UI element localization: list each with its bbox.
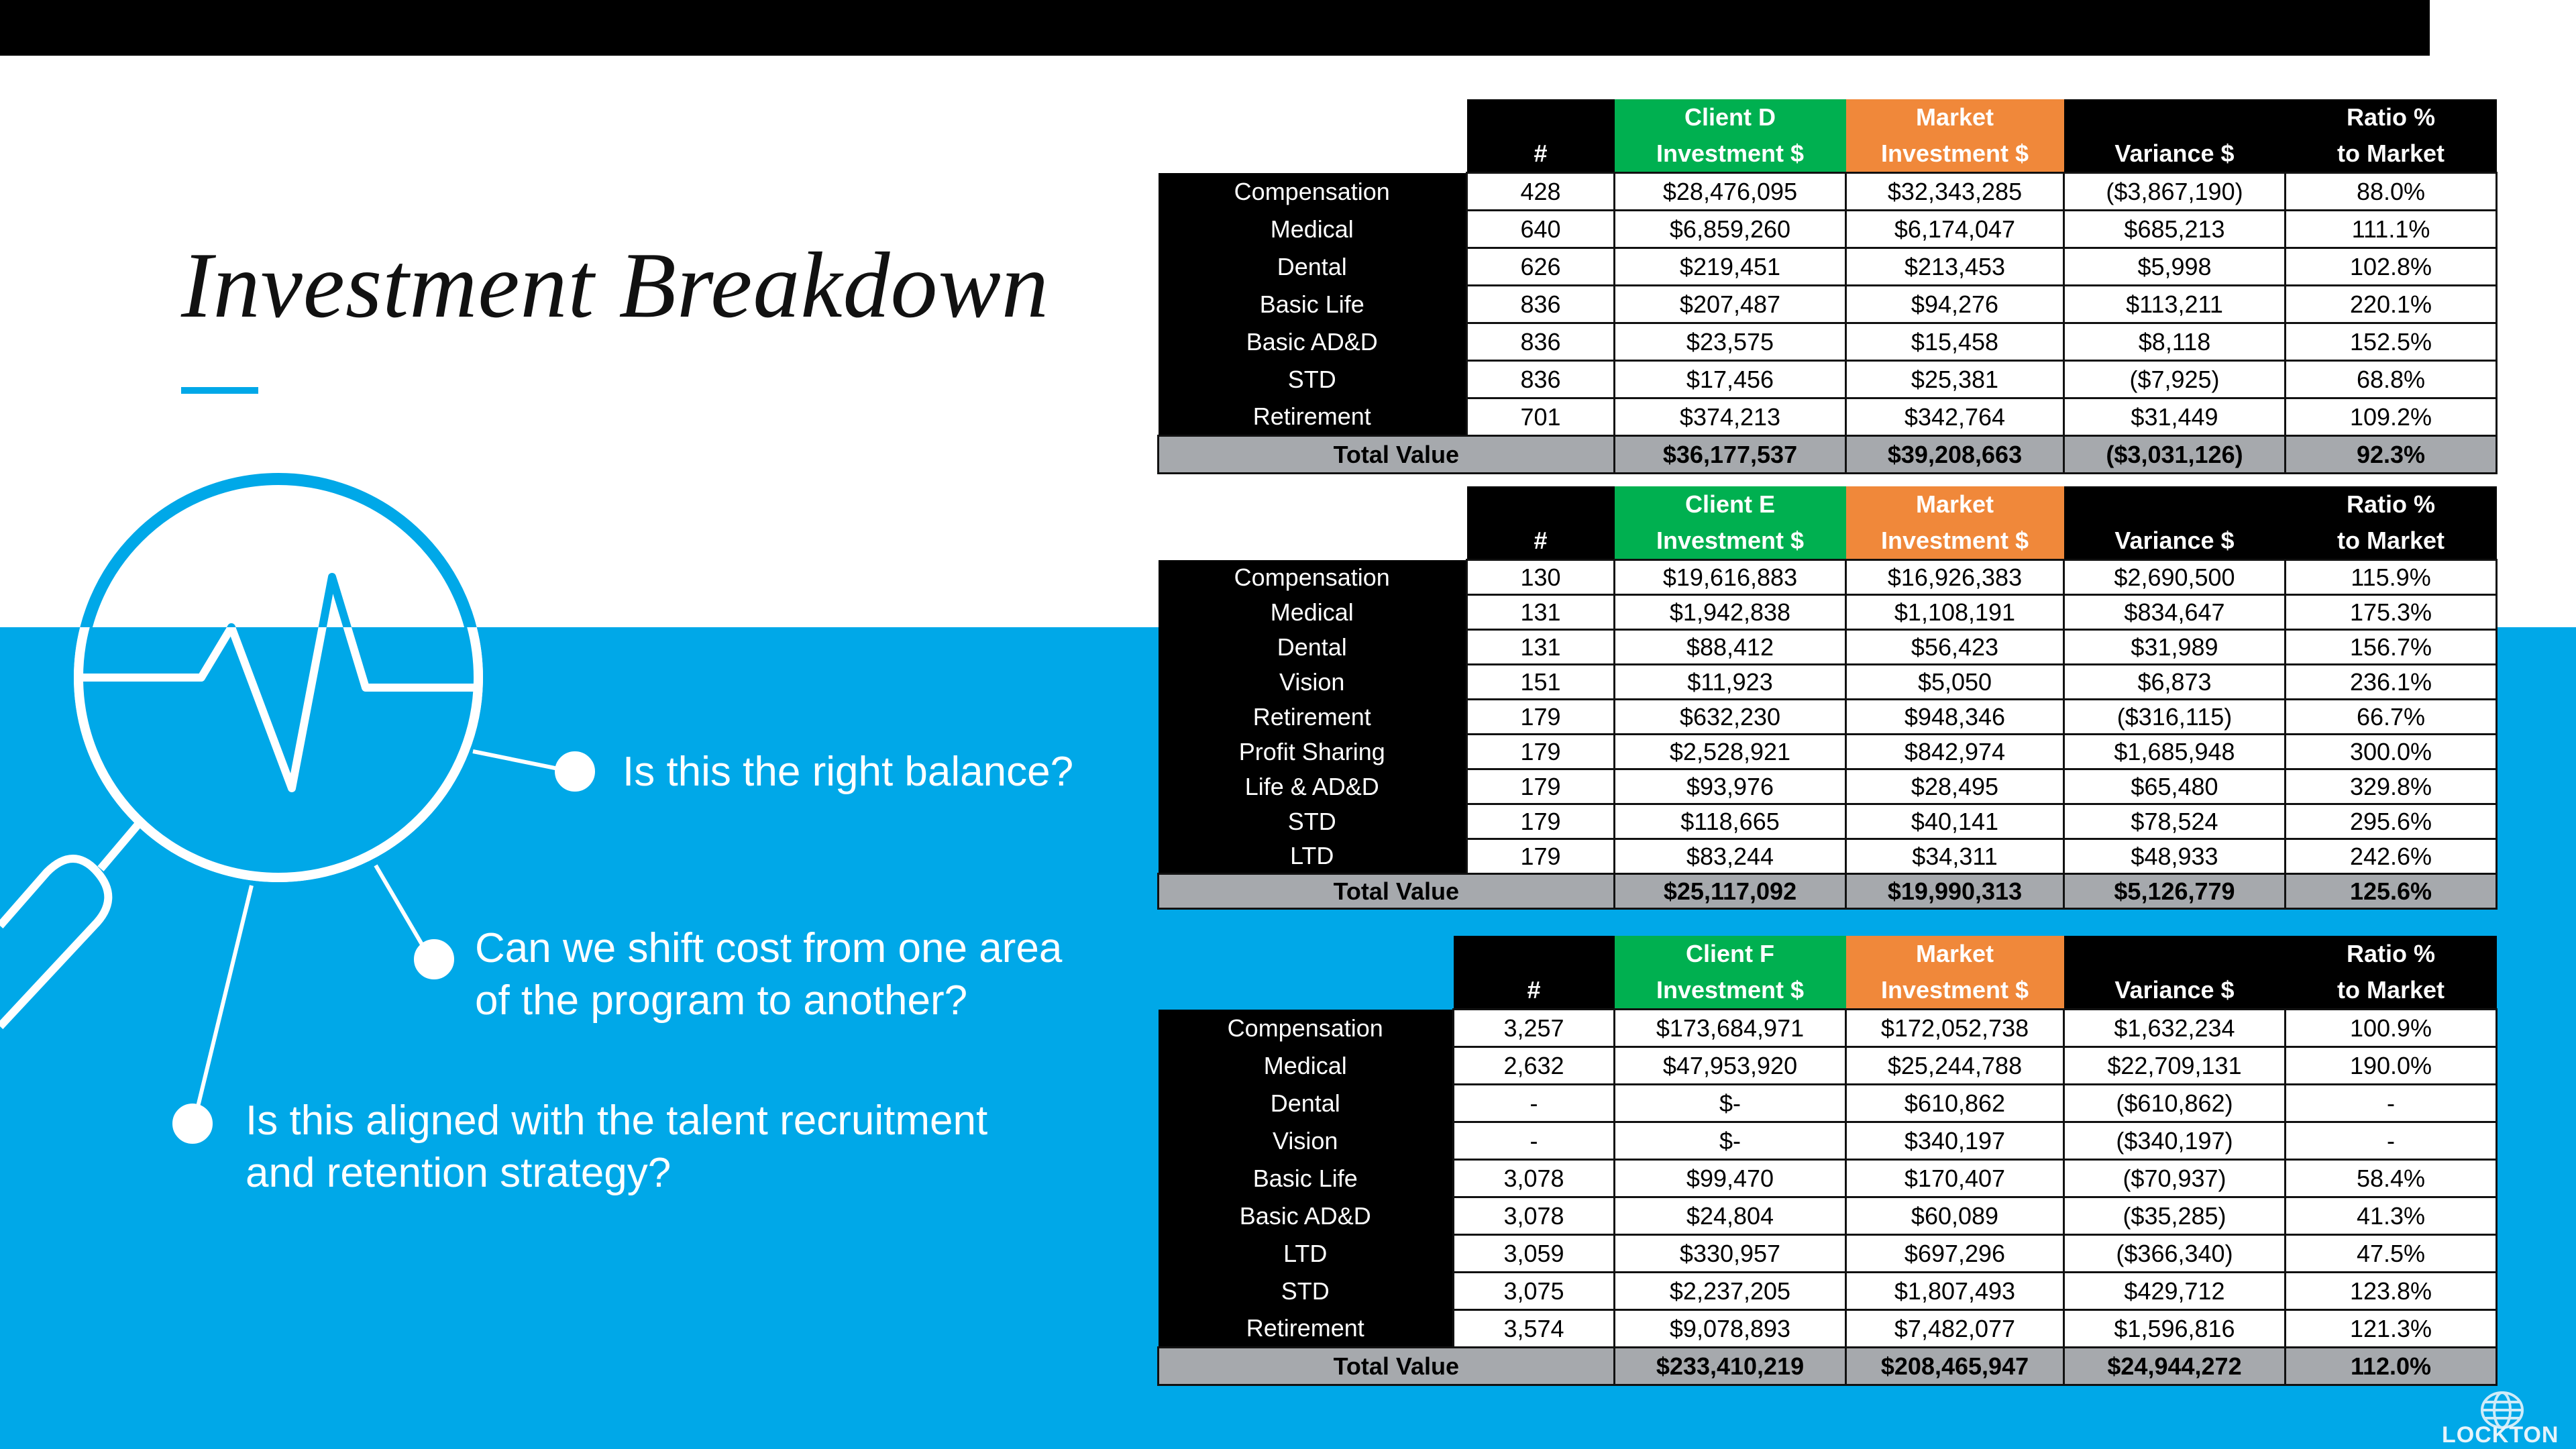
header-market-investment [1846, 936, 2064, 1010]
row-category-label: Medical [1159, 211, 1467, 248]
table-cell: 626 [1467, 248, 1615, 286]
table-cell: $25,244,788 [1846, 1047, 2064, 1085]
table-cell: $5,998 [2064, 248, 2286, 286]
table-row [1159, 398, 2497, 436]
header-label-line: Investment $ [1880, 140, 2029, 167]
table-cell: $207,487 [1615, 286, 1846, 323]
table-cell: $834,647 [2064, 595, 2286, 630]
table-cell: 131 [1467, 595, 1615, 630]
table-cell: $99,470 [1615, 1160, 1846, 1197]
table-cell: $1,632,234 [2064, 1010, 2286, 1047]
table-cell: $9,078,893 [1615, 1310, 1846, 1348]
row-category-label: Medical [1159, 595, 1467, 630]
header-variance: Variance $ [2064, 99, 2286, 173]
table-cell: - [1454, 1122, 1615, 1160]
header-client-investment [1615, 99, 1846, 173]
row-category-label: STD [1159, 804, 1467, 839]
header-label-line: Investment $ [1880, 527, 2029, 554]
table-cell: $219,451 [1615, 248, 1846, 286]
table-cell: 156.7% [2286, 630, 2497, 665]
header-label-line: Ratio % [2346, 940, 2435, 967]
table-cell: Total Value [1159, 1348, 1615, 1385]
table-cell: $11,923 [1615, 665, 1846, 700]
row-category-label: LTD [1159, 1235, 1454, 1273]
table-cell: 179 [1467, 839, 1615, 874]
table-total-row [1159, 436, 2497, 474]
table-cell: 3,574 [1454, 1310, 1615, 1348]
header-label-line: Ratio % [2346, 103, 2435, 131]
row-category-label: Retirement [1159, 1310, 1454, 1348]
row-category-label: Vision [1159, 1122, 1454, 1160]
row-category-label: Basic AD&D [1159, 1197, 1454, 1235]
header-client-investment [1615, 486, 1846, 560]
row-category-label: Vision [1159, 665, 1467, 700]
table-cell: $1,685,948 [2064, 735, 2286, 769]
question-balance: Is this the right balance? [623, 749, 1074, 795]
table-cell: $172,052,738 [1846, 1010, 2064, 1047]
table-cell: $2,528,921 [1615, 735, 1846, 769]
table-cell: $208,465,947 [1846, 1348, 2064, 1385]
header-count: # [1467, 99, 1615, 173]
table-header-row [1159, 99, 2497, 173]
table-cell: 190.0% [2286, 1047, 2497, 1085]
table-cell: $56,423 [1846, 630, 2064, 665]
header-client-investment [1615, 936, 1846, 1010]
table-cell: 3,078 [1454, 1197, 1615, 1235]
table-cell: $19,990,313 [1846, 874, 2064, 909]
table-cell: 640 [1467, 211, 1615, 248]
table-cell: 131 [1467, 630, 1615, 665]
table-cell: 111.1% [2286, 211, 2497, 248]
table-cell: 179 [1467, 700, 1615, 735]
table-cell: $28,476,095 [1615, 173, 1846, 211]
table-cell: 151 [1467, 665, 1615, 700]
table-cell: $88,412 [1615, 630, 1846, 665]
table-cell: 47.5% [2286, 1235, 2497, 1273]
table-cell: ($3,867,190) [2064, 173, 2286, 211]
table-cell: 41.3% [2286, 1197, 2497, 1235]
table-cell: 179 [1467, 769, 1615, 804]
magnifier-handle [0, 825, 138, 1026]
page-title: Investment Breakdown [181, 233, 1049, 337]
table-cell: $93,976 [1615, 769, 1846, 804]
table-cell: $429,712 [2064, 1273, 2286, 1310]
table-cell: $948,346 [1846, 700, 2064, 735]
row-category-label: Life & AD&D [1159, 769, 1467, 804]
table-cell: 102.8% [2286, 248, 2497, 286]
header-count: # [1467, 486, 1615, 560]
row-category-label: Profit Sharing [1159, 735, 1467, 769]
table-cell: 2,632 [1454, 1047, 1615, 1085]
table-header-row [1159, 936, 2497, 1010]
table-cell: $342,764 [1846, 398, 2064, 436]
table-header-row [1159, 486, 2497, 560]
table-cell: 300.0% [2286, 735, 2497, 769]
table-cell: 3,059 [1454, 1235, 1615, 1273]
table-row [1159, 1273, 2497, 1310]
table-cell: 125.6% [2286, 874, 2497, 909]
table-cell: $22,709,131 [2064, 1047, 2286, 1085]
table-cell: 220.1% [2286, 286, 2497, 323]
table-cell: $36,177,537 [1615, 436, 1846, 474]
table-cell: $40,141 [1846, 804, 2064, 839]
row-category-label: Basic Life [1159, 1160, 1454, 1197]
table-cell: $25,381 [1846, 361, 2064, 398]
table-cell: - [2286, 1085, 2497, 1122]
header-label-line: Client D [1684, 103, 1776, 131]
table-row [1159, 1310, 2497, 1348]
table-cell: - [2286, 1122, 2497, 1160]
header-label-line: Investment $ [1656, 140, 1805, 167]
table-cell: $6,859,260 [1615, 211, 1846, 248]
row-category-label: STD [1159, 1273, 1454, 1310]
table-row [1159, 1235, 2497, 1273]
table-cell: $118,665 [1615, 804, 1846, 839]
table-cell: $32,343,285 [1846, 173, 2064, 211]
table-row [1159, 595, 2497, 630]
table-cell: 3,075 [1454, 1273, 1615, 1310]
header-label-line: Client F [1686, 940, 1774, 967]
table-row [1159, 248, 2497, 286]
investment-table-client-d [1157, 99, 2498, 474]
header-label-line: Market [1915, 940, 1994, 967]
table-cell: $8,118 [2064, 323, 2286, 361]
table-row [1159, 323, 2497, 361]
table-cell: ($340,197) [2064, 1122, 2286, 1160]
question-shift-cost [475, 922, 1062, 1027]
table-row [1159, 769, 2497, 804]
investment-table-client-e [1157, 486, 2498, 910]
header-label-line: Client E [1684, 490, 1775, 518]
table-cell: $15,458 [1846, 323, 2064, 361]
table-cell: 130 [1467, 560, 1615, 595]
table-cell: $6,873 [2064, 665, 2286, 700]
table-row [1159, 735, 2497, 769]
table-cell: $340,197 [1846, 1122, 2064, 1160]
table-row [1159, 1047, 2497, 1085]
header-label-line: Market [1915, 490, 1994, 518]
table-row [1159, 839, 2497, 874]
row-category-label: Compensation [1159, 1010, 1454, 1047]
row-category-label: Basic Life [1159, 286, 1467, 323]
table-cell: $94,276 [1846, 286, 2064, 323]
table-row [1159, 361, 2497, 398]
header-label-line: to Market [2337, 527, 2445, 554]
table-cell: $39,208,663 [1846, 436, 2064, 474]
table-cell: $31,989 [2064, 630, 2286, 665]
row-category-label: Compensation [1159, 173, 1467, 211]
table-cell: 68.8% [2286, 361, 2497, 398]
table-row [1159, 286, 2497, 323]
table-cell: $374,213 [1615, 398, 1846, 436]
table-cell: $113,211 [2064, 286, 2286, 323]
header-label-line: Ratio % [2346, 490, 2435, 518]
table-total-row [1159, 1348, 2497, 1385]
table-cell: $31,449 [2064, 398, 2286, 436]
table-cell: 100.9% [2286, 1010, 2497, 1047]
table-cell: $34,311 [1846, 839, 2064, 874]
table-cell: $47,953,920 [1615, 1047, 1846, 1085]
table-cell: $632,230 [1615, 700, 1846, 735]
table-row [1159, 173, 2497, 211]
table-cell: 152.5% [2286, 323, 2497, 361]
table-cell: 236.1% [2286, 665, 2497, 700]
table-cell: 701 [1467, 398, 1615, 436]
row-category-label: Dental [1159, 1085, 1454, 1122]
table-cell: $28,495 [1846, 769, 2064, 804]
table-cell: ($7,925) [2064, 361, 2286, 398]
investment-table-client-f [1157, 936, 2498, 1386]
header-label-line: to Market [2337, 976, 2445, 1004]
table-cell: $173,684,971 [1615, 1010, 1846, 1047]
table-cell: $24,804 [1615, 1197, 1846, 1235]
table-cell: ($70,937) [2064, 1160, 2286, 1197]
row-category-label: Compensation [1159, 560, 1467, 595]
row-category-label: STD [1159, 361, 1467, 398]
table-cell: 115.9% [2286, 560, 2497, 595]
table-row [1159, 1160, 2497, 1197]
table-row [1159, 1010, 2497, 1047]
table-row [1159, 700, 2497, 735]
table-cell: $5,126,779 [2064, 874, 2286, 909]
table-cell: 121.3% [2286, 1310, 2497, 1348]
table-cell: $24,944,272 [2064, 1348, 2286, 1385]
table-cell: $25,117,092 [1615, 874, 1846, 909]
table-cell: 3,257 [1454, 1010, 1615, 1047]
header-ratio [2286, 936, 2497, 1010]
header-count: # [1454, 936, 1615, 1010]
table-cell: $170,407 [1846, 1160, 2064, 1197]
header-market-investment [1846, 486, 2064, 560]
table-cell: 112.0% [2286, 1348, 2497, 1385]
table-cell: 92.3% [2286, 436, 2497, 474]
row-category-label: LTD [1159, 839, 1467, 874]
table-cell: $685,213 [2064, 211, 2286, 248]
table-cell: $7,482,077 [1846, 1310, 2064, 1348]
header-variance: Variance $ [2064, 936, 2286, 1010]
table-cell: $842,974 [1846, 735, 2064, 769]
table-cell: $2,237,205 [1615, 1273, 1846, 1310]
table-cell: $19,616,883 [1615, 560, 1846, 595]
table-cell: Total Value [1159, 874, 1615, 909]
table-cell: $- [1615, 1122, 1846, 1160]
row-category-label: Dental [1159, 630, 1467, 665]
table-cell: - [1454, 1085, 1615, 1122]
table-cell: ($366,340) [2064, 1235, 2286, 1273]
table-cell: $1,596,816 [2064, 1310, 2286, 1348]
table-cell: $23,575 [1615, 323, 1846, 361]
table-row [1159, 211, 2497, 248]
header-label-line: to Market [2337, 140, 2445, 167]
table-cell: 58.4% [2286, 1160, 2497, 1197]
table-cell: $48,933 [2064, 839, 2286, 874]
table-cell: 836 [1467, 323, 1615, 361]
header-label-line: Investment $ [1656, 976, 1805, 1004]
lockton-logo-text: LOCKTON [2442, 1422, 2559, 1448]
table-total-row [1159, 874, 2497, 909]
table-cell: ($3,031,126) [2064, 436, 2286, 474]
row-category-label: Dental [1159, 248, 1467, 286]
row-category-label: Retirement [1159, 700, 1467, 735]
table-cell: $78,524 [2064, 804, 2286, 839]
table-cell: $330,957 [1615, 1235, 1846, 1273]
table-cell: 3,078 [1454, 1160, 1615, 1197]
table-cell: 428 [1467, 173, 1615, 211]
header-label-line: Investment $ [1880, 976, 2029, 1004]
table-cell: $213,453 [1846, 248, 2064, 286]
table-cell: 88.0% [2286, 173, 2497, 211]
table-cell: $- [1615, 1085, 1846, 1122]
table-cell: 836 [1467, 286, 1615, 323]
table-cell: ($610,862) [2064, 1085, 2286, 1122]
table-cell: 175.3% [2286, 595, 2497, 630]
table-cell: Total Value [1159, 436, 1615, 474]
table-row [1159, 804, 2497, 839]
table-cell: 123.8% [2286, 1273, 2497, 1310]
table-cell: 179 [1467, 735, 1615, 769]
table-cell: $1,108,191 [1846, 595, 2064, 630]
header-label-line: Investment $ [1656, 527, 1805, 554]
table-cell: ($35,285) [2064, 1197, 2286, 1235]
row-category-label: Medical [1159, 1047, 1454, 1085]
table-row [1159, 1085, 2497, 1122]
table-row [1159, 560, 2497, 595]
table-cell: $2,690,500 [2064, 560, 2286, 595]
table-cell: $1,807,493 [1846, 1273, 2064, 1310]
header-ratio [2286, 99, 2497, 173]
table-row [1159, 630, 2497, 665]
table-cell: $65,480 [2064, 769, 2286, 804]
table-cell: $60,089 [1846, 1197, 2064, 1235]
table-cell: $6,174,047 [1846, 211, 2064, 248]
question-talent-strategy [246, 1095, 987, 1199]
table-cell: 836 [1467, 361, 1615, 398]
table-cell: 179 [1467, 804, 1615, 839]
header-ratio [2286, 486, 2497, 560]
table-row [1159, 665, 2497, 700]
table-cell: ($316,115) [2064, 700, 2286, 735]
table-cell: $610,862 [1846, 1085, 2064, 1122]
table-cell: $1,942,838 [1615, 595, 1846, 630]
table-cell: 109.2% [2286, 398, 2497, 436]
table-cell: 66.7% [2286, 700, 2497, 735]
table-cell: $233,410,219 [1615, 1348, 1846, 1385]
row-category-label: Retirement [1159, 398, 1467, 436]
header-label-line: Market [1915, 103, 1994, 131]
question-shift-cost-line1: Can we shift cost from one area [475, 925, 1063, 971]
question-shift-cost-line2: of the program to another? [475, 977, 968, 1024]
question-talent-line2: and retention strategy? [246, 1150, 672, 1196]
header-variance: Variance $ [2064, 486, 2286, 560]
row-category-label: Basic AD&D [1159, 323, 1467, 361]
table-cell: 242.6% [2286, 839, 2497, 874]
table-cell: $697,296 [1846, 1235, 2064, 1273]
table-row [1159, 1122, 2497, 1160]
table-cell: $16,926,383 [1846, 560, 2064, 595]
table-row [1159, 1197, 2497, 1235]
header-market-investment [1846, 99, 2064, 173]
table-cell: 295.6% [2286, 804, 2497, 839]
table-cell: $5,050 [1846, 665, 2064, 700]
question-talent-line1: Is this aligned with the talent recruitment [246, 1097, 988, 1144]
table-cell: $17,456 [1615, 361, 1846, 398]
table-cell: $83,244 [1615, 839, 1846, 874]
table-cell: 329.8% [2286, 769, 2497, 804]
